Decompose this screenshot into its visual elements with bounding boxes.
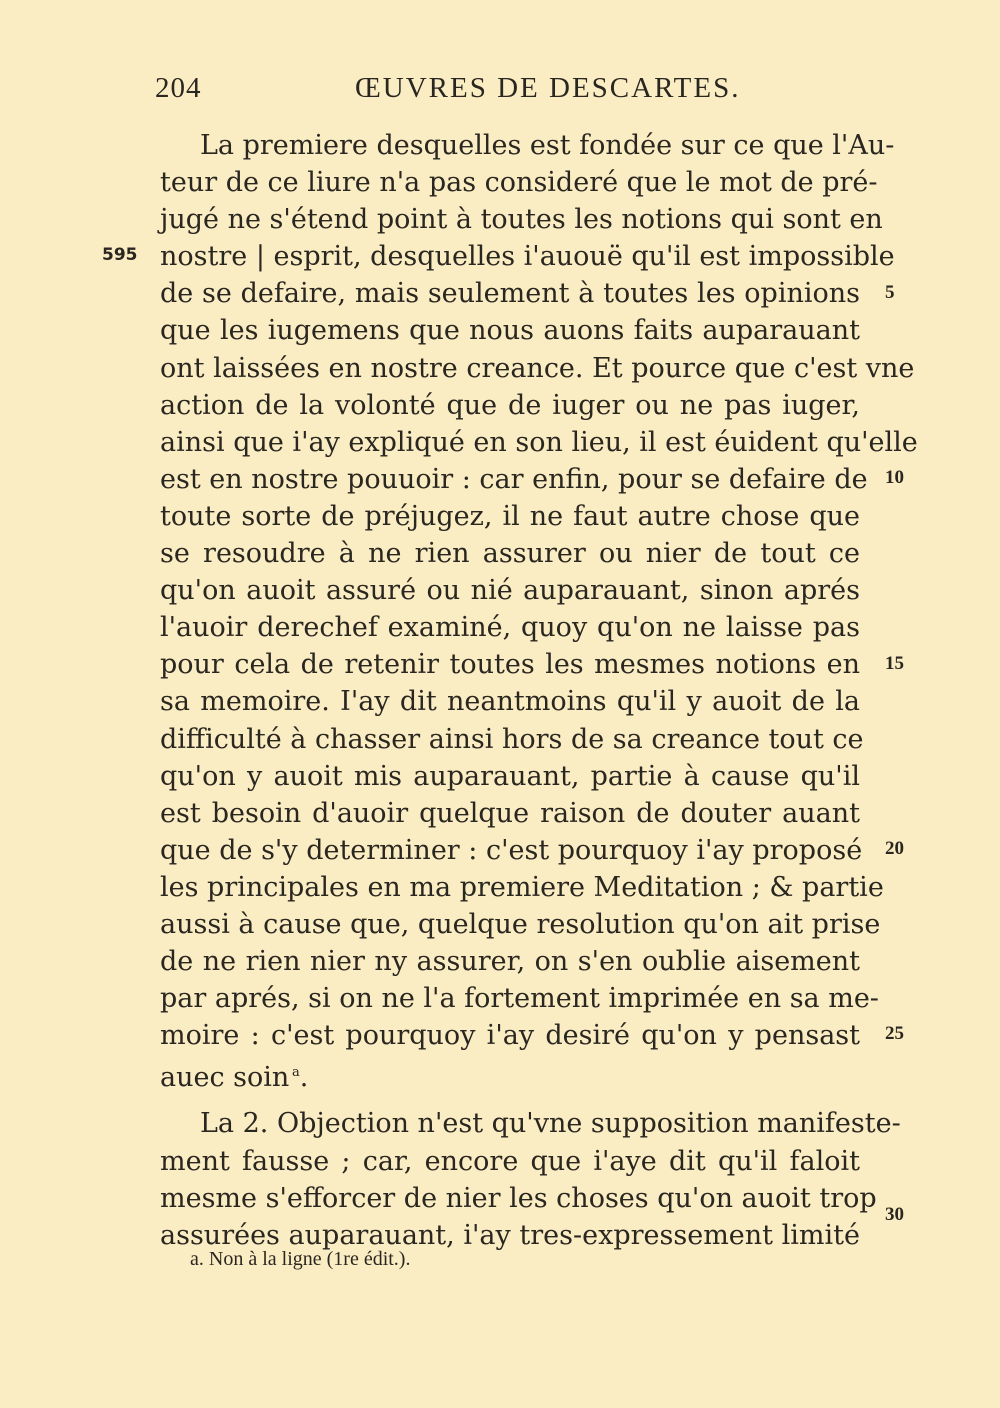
text-line: que les iugemens que nous auons faits auparauant: [160, 315, 860, 347]
margin-page-ref: 595: [102, 245, 138, 265]
text-line: mesme s'efforcer de nier les choses qu'on auoit trop: [160, 1182, 877, 1214]
text-line: sa memoire. I'ay dit neantmoins qu'il y auoit de la: [160, 686, 860, 718]
text-line: est besoin d'auoir quelque raison de douter auant: [160, 797, 860, 829]
text-line: nostre | esprit, desquelles i'auouë qu'il est impossible: [160, 241, 895, 273]
footnote-marker: a: [292, 1065, 300, 1081]
page-number: 204: [155, 72, 202, 104]
text-line: qu'on y auoit mis auparauant, partie à cause qu'il: [160, 760, 860, 792]
text-line: aussi à cause que, quelque resolution qu'on ait prise: [160, 908, 881, 940]
text-line: ment fausse ; car, encore que i'aye dit qu'il faloit: [160, 1145, 860, 1177]
text-fragment: auec soin: [160, 1062, 290, 1094]
footnote: a. Non à la ligne (1re édit.).: [190, 1248, 411, 1270]
line-number: 15: [885, 653, 904, 674]
text-line: moire : c'est pourquoy i'ay desiré qu'on y pensast: [160, 1020, 860, 1052]
text-line: les principales en ma premiere Meditation ; & partie: [160, 871, 884, 903]
line-number: 5: [885, 282, 895, 303]
text-line: de se defaire, mais seulement à toutes les opinions: [160, 278, 860, 310]
text-line: teur de ce liure n'a pas consideré que le mot de pré-: [160, 167, 878, 199]
text-line: La 2. Objection n'est qu'vne supposition manifeste-: [200, 1108, 901, 1140]
text-line: assurées auparauant, i'ay tres-expressement limité: [160, 1219, 860, 1251]
text-line: auec soin $^a$.: [160, 1062, 309, 1094]
text-line: se resoudre à ne rien assurer ou nier de tout ce: [160, 538, 860, 570]
text-line: difficulté à chasser ainsi hors de sa creance tout ce: [160, 723, 864, 755]
text-line: jugé ne s'étend point à toutes les notions qui sont en: [160, 204, 883, 236]
text-line: est en nostre pouuoir : car enfin, pour se defaire de: [160, 463, 868, 495]
text-line: toute sorte de préjugez, il ne faut autre chose que: [160, 500, 860, 532]
text-line: l'auoir derechef examiné, quoy qu'on ne laisse pas: [160, 612, 860, 644]
text-line: action de la volonté que de iuger ou ne pas iuger,: [160, 389, 860, 421]
text-line: ont laissées en nostre creance. Et pource que c'est vne: [160, 352, 915, 384]
text-line: que de s'y determiner : c'est pourquoy i'ay proposé: [160, 834, 863, 866]
line-number: 20: [885, 838, 904, 859]
page-header: [155, 72, 860, 112]
text-line: pour cela de retenir toutes les mesmes notions en: [160, 649, 860, 681]
running-title: ŒUVRES DE DESCARTES.: [355, 72, 741, 104]
text-line: ainsi que i'ay expliqué en son lieu, il est éuident qu'elle: [160, 426, 918, 458]
line-number: 10: [885, 467, 904, 488]
text-line: par aprés, si on ne l'a fortement imprimée en sa me-: [160, 983, 879, 1015]
line-number: 30: [885, 1204, 904, 1225]
text-line: de ne rien nier ny assurer, on s'en oublie aisement: [160, 946, 860, 978]
line-number: 25: [885, 1023, 904, 1044]
text-line: qu'on auoit assuré ou nié auparauant, sinon aprés: [160, 575, 860, 607]
text-line: La premiere desquelles est fondée sur ce que l'Au-: [200, 130, 895, 161]
